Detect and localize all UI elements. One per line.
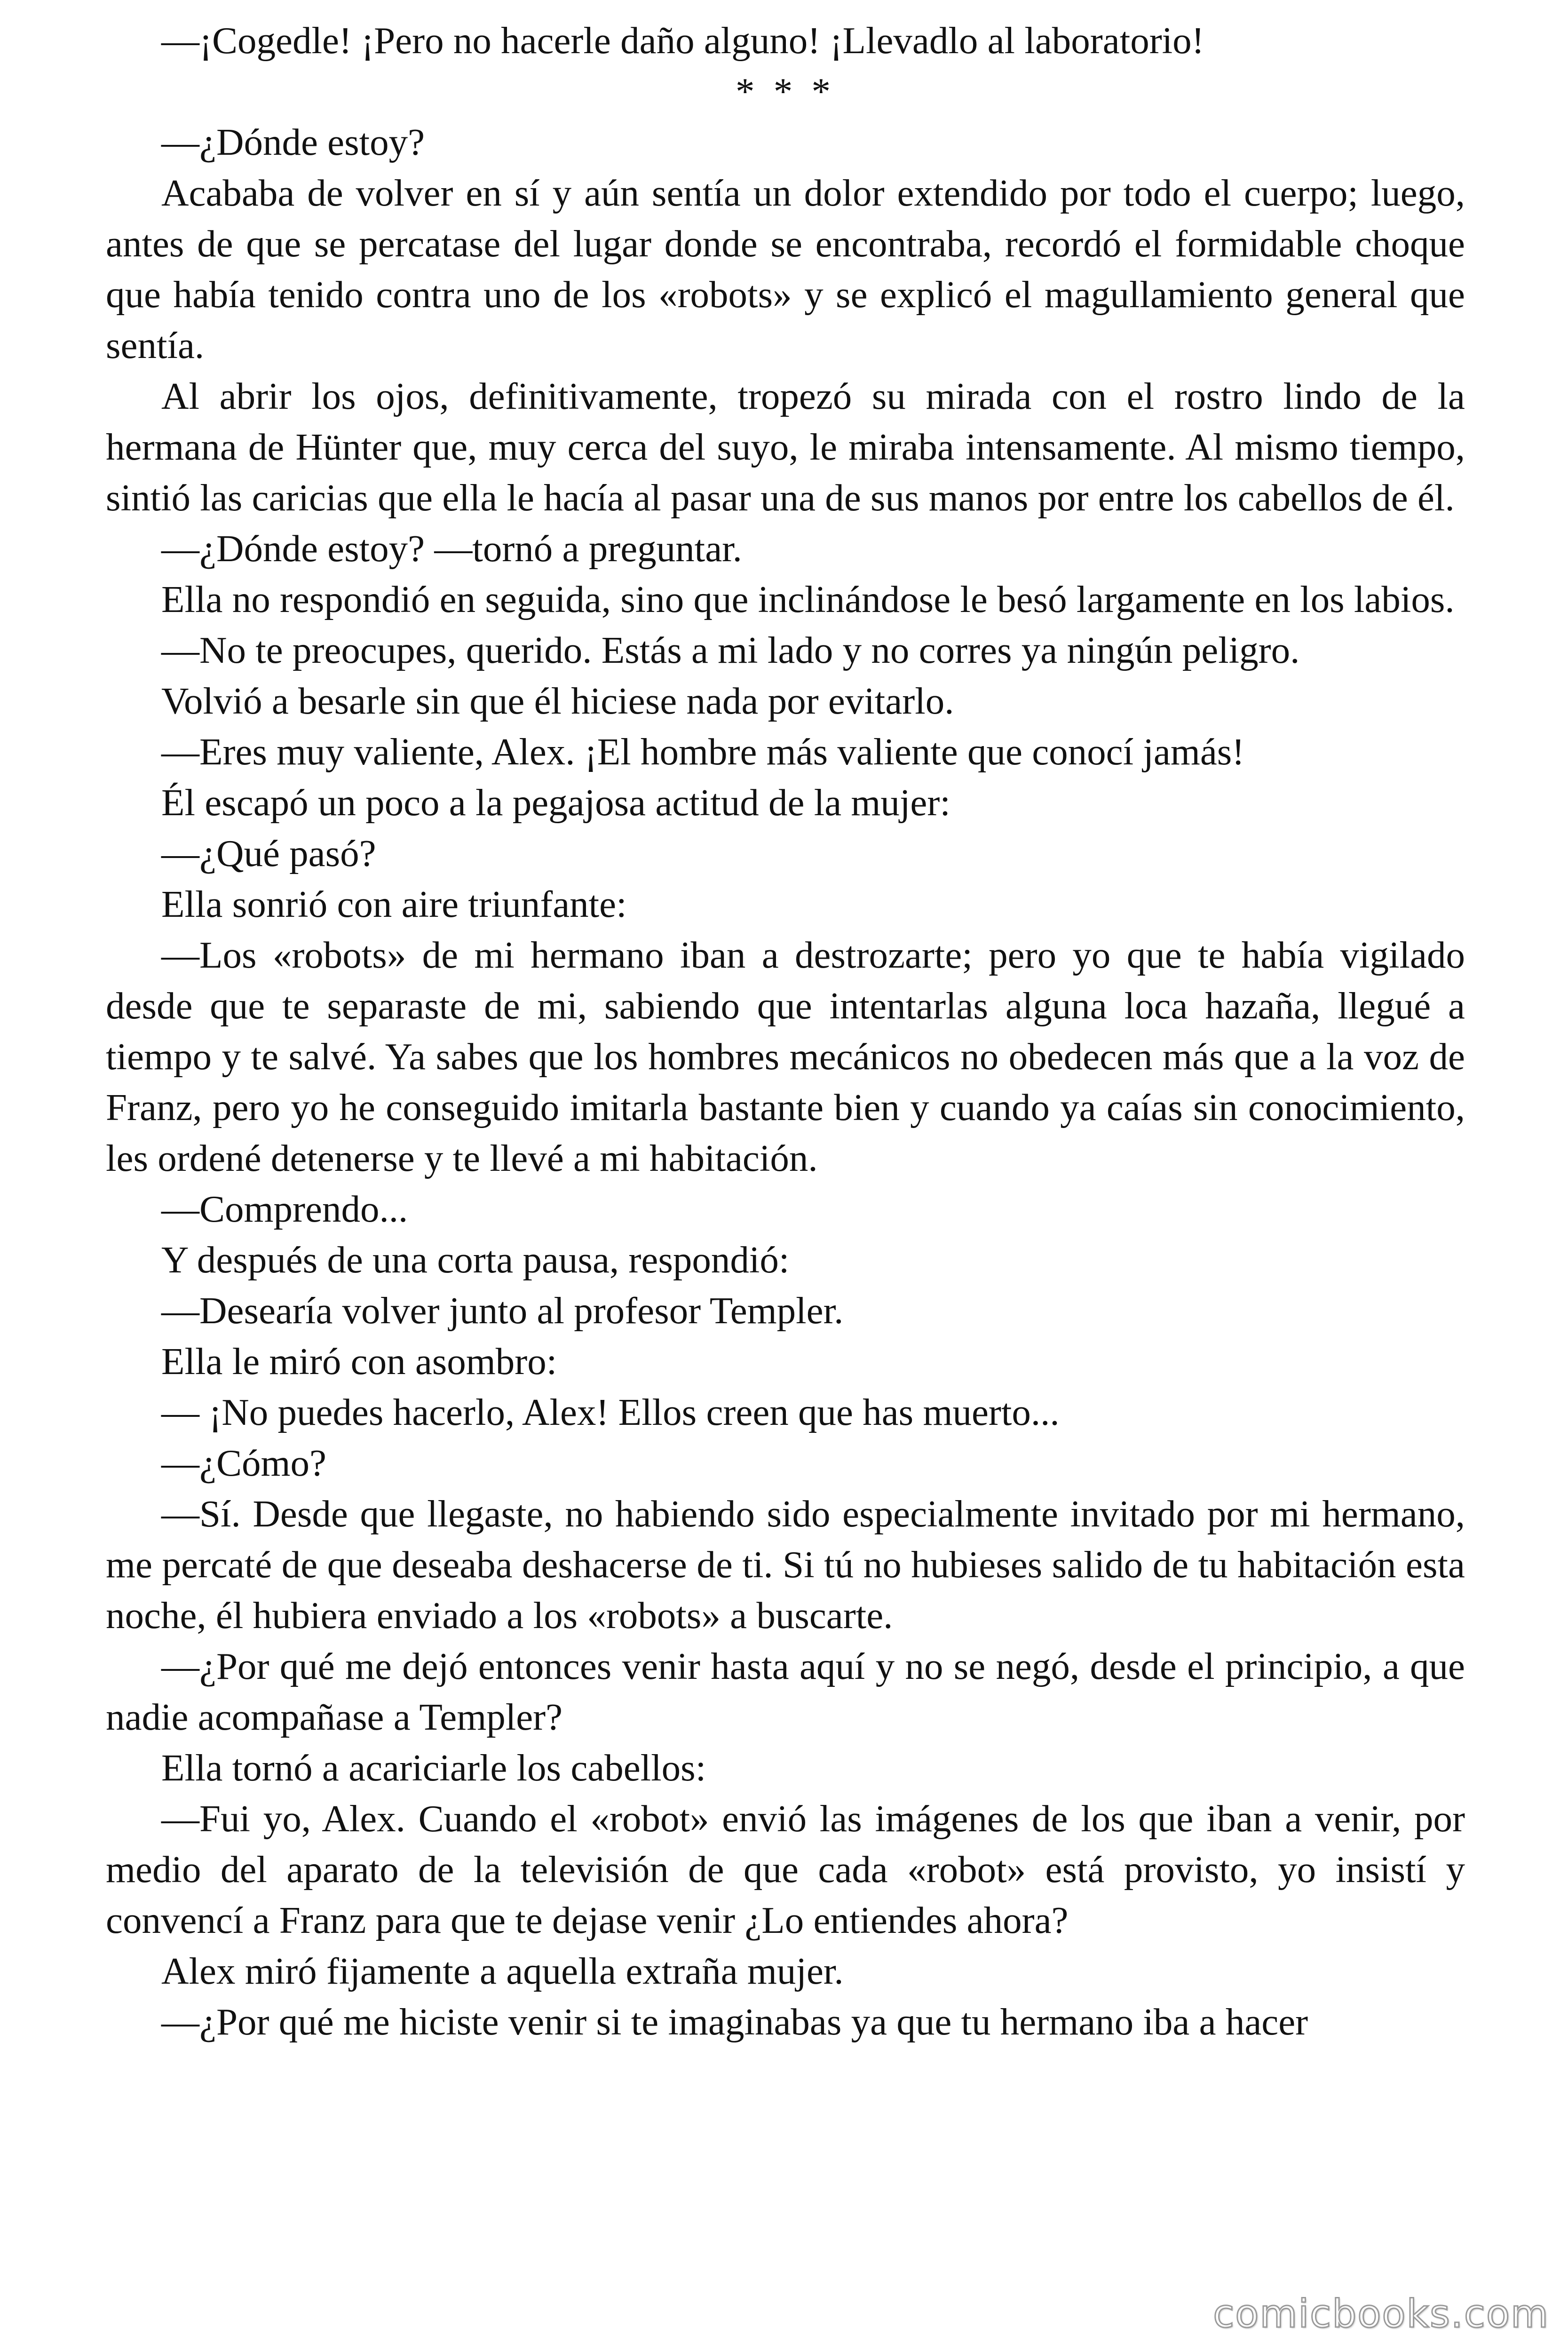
paragraph: Volvió a besarle sin que él hiciese nada por evitarlo. (161, 680, 954, 722)
paragraph: —Eres muy valiente, Alex. ¡El hombre más valiente que conocí jamás! (161, 731, 1245, 773)
paragraph: Alex miró fijamente a aquella extraña mujer. (161, 1950, 844, 1992)
paragraph: —¿Por qué me hiciste venir si te imaginabas ya que tu hermano iba a hacer (161, 2001, 1308, 2043)
paragraph: —¿Qué pasó? (161, 832, 376, 874)
paragraph: Y después de una corta pausa, respondió: (161, 1239, 790, 1281)
paragraph: Acababa de volver en sí y aún sentía un dolor extendido por todo el cuerpo; luego, antes de que se percatase del lugar donde se encontraba, recordó el formidable choque que había tenido contra uno de los «robots» y se explicó el magullamiento general que sentía. (106, 172, 1465, 366)
paragraph: Ella no respondió en seguida, sino que inclinándose le besó largamente en los labios. (161, 578, 1455, 620)
watermark-logo: comicbooks.com (1213, 2292, 1549, 2336)
paragraph: —¡Cogedle! ¡Pero no hacerle daño alguno! ¡Llevadlo al laboratorio! (161, 19, 1204, 62)
paragraph: Él escapó un poco a la pegajosa actitud de la mujer: (161, 781, 950, 824)
paragraph: —¿Dónde estoy? (161, 121, 425, 163)
paragraph: —Sí. Desde que llegaste, no habiendo sido especialmente invitado por mi hermano, me percaté de que deseaba deshacerse de ti. Si tú no hubieses salido de tu habitación esta noche, él hubiera enviado a los «robots» a buscarte. (106, 1493, 1465, 1637)
paragraph: Ella sonrió con aire triunfante: (161, 883, 627, 925)
paragraph: Al abrir los ojos, definitivamente, tropezó su mirada con el rostro lindo de la hermana de Hünter que, muy cerca del suyo, le miraba intensamente. Al mismo tiempo, sintió las caricias que ella le hacía al pasar una de sus manos por entre los cabellos de él. (106, 375, 1465, 519)
paragraph: —Comprendo... (161, 1188, 408, 1230)
section-separator: * * * (736, 70, 835, 112)
paragraph: —¿Dónde estoy? —tornó a preguntar. (161, 527, 742, 570)
paragraph: —Los «robots» de mi hermano iban a destrozarte; pero yo que te había vigilado desde que te separaste de mi, sabiendo que intentarlas alguna loca hazaña, llegué a tiempo y te salvé. Ya sabes que los hombres mecánicos no obedecen más que a la voz de Franz, pero yo he conseguido imitarla bastante bien y cuando ya caías sin conocimiento, les ordené detenerse y te llevé a mi habitación. (106, 934, 1465, 1179)
text-body (106, 15, 1465, 2047)
paragraph: —No te preocupes, querido. Estás a mi lado y no corres ya ningún peligro. (161, 629, 1300, 671)
paragraph: Ella le miró con asombro: (161, 1340, 557, 1383)
paragraph: —Desearía volver junto al profesor Templer. (161, 1289, 844, 1332)
paragraph: — ¡No puedes hacerlo, Alex! Ellos creen que has muerto... (161, 1391, 1060, 1433)
paragraph: —¿Cómo? (161, 1442, 326, 1484)
paragraph: Ella tornó a acariciarle los cabellos: (161, 1747, 706, 1789)
paragraph: —¿Por qué me dejó entonces venir hasta aquí y no se negó, desde el principio, a que nadie acompañase a Templer? (106, 1645, 1465, 1738)
paragraph: —Fui yo, Alex. Cuando el «robot» envió las imágenes de los que iban a venir, por medio del aparato de la televisión de que cada «robot» está provisto, yo insistí y convencí a Franz para que te dejase venir ¿Lo entiendes ahora? (106, 1797, 1465, 1941)
